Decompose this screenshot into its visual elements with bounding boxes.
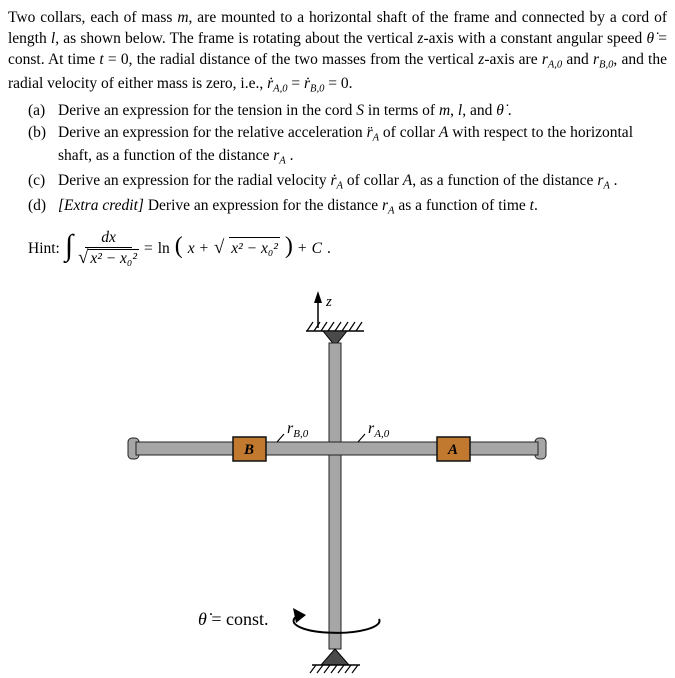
fraction-denominator [78, 248, 139, 268]
z-axis-arrow [314, 291, 332, 328]
right-paren: ) [284, 233, 293, 260]
sqrt-radicand: x² − x₀² [90, 250, 137, 268]
sqrt-sign: √ [78, 247, 89, 269]
ln-symbol: ln [157, 239, 170, 257]
fraction-numerator: dx [85, 229, 132, 248]
sqrt-radicand-2: x² − x₀² [229, 237, 280, 259]
sqrt-sign-2: √ [214, 237, 225, 259]
integral-sign: ∫ [64, 229, 74, 263]
bottom-support [310, 649, 360, 673]
hint-period: . [326, 239, 331, 257]
frame-diagram [0, 273, 675, 678]
z-axis-label: z [326, 294, 332, 311]
collar-b [233, 437, 266, 461]
item-d-label: (d) [28, 196, 47, 214]
shaft-bar [136, 442, 538, 455]
item-c [8, 170, 667, 194]
fraction [78, 229, 139, 268]
top-support [306, 322, 364, 346]
plus-sign: + [297, 239, 307, 257]
item-b-text: Derive an expression for the relative acceleration $r̈_A$ of collar A with respect to the horizontal shaft, as a function of the distance $r_A$ . [58, 123, 633, 167]
problem-statement [0, 0, 675, 273]
angular-speed-label: θ̇ = const. [198, 609, 269, 630]
collar-a-label: A [447, 442, 459, 459]
problem-items [8, 100, 667, 219]
integration-constant: C [311, 239, 322, 257]
r-b0-dimension [277, 420, 309, 442]
item-c-label: (c) [28, 172, 46, 190]
bottom-bearing [321, 649, 349, 665]
item-a [8, 100, 667, 121]
item-a-label: (a) [28, 101, 46, 119]
item-b [8, 122, 667, 169]
r-a0-label: $r_{A,0}$ [368, 420, 390, 441]
item-d [8, 195, 667, 219]
r-a0-dimension [358, 420, 390, 442]
collar-a [437, 437, 470, 461]
vertical-shaft [329, 343, 341, 649]
item-c-text: Derive an expression for the radial velocity ṙ$_A$ of collar A, as a function of the distance $r_A$ . [58, 172, 618, 192]
equals-sign: = [143, 239, 153, 257]
hint-formula [8, 223, 667, 273]
z-arrowhead [314, 291, 322, 303]
collar-b-label: B [243, 442, 255, 459]
problem-intro: Two collars, each of mass m, are mounted to a horizontal shaft of the frame and connected by a cord of length l, as shown below. The frame is rotating about the vertical z-axis with a constant angular speed θ̇ = const. At time t = 0, the radial distance of the two masses from the vertical z-axis are $r_{A,0}$ and $r_{B,0}$, and the radial velocity of either mass is zero, i.e., ṙ$_{A,0}$ = ṙ$_{B,0}$ = 0. [8, 9, 668, 95]
item-b-label: (b) [28, 123, 47, 141]
r-b0-label: $r_{B,0}$ [287, 420, 309, 441]
item-a-text: Derive an expression for the tension in the cord S in terms of m, l, and θ̇ . [58, 101, 512, 119]
ln-argument: x + [187, 239, 209, 257]
rotation-arrowhead [293, 608, 306, 623]
item-d-text: [Extra credit] Derive an expression for the distance $r_A$ as a function of time t. [58, 196, 538, 217]
left-paren: ( [174, 233, 183, 260]
hint-label: Hint: [28, 239, 60, 257]
